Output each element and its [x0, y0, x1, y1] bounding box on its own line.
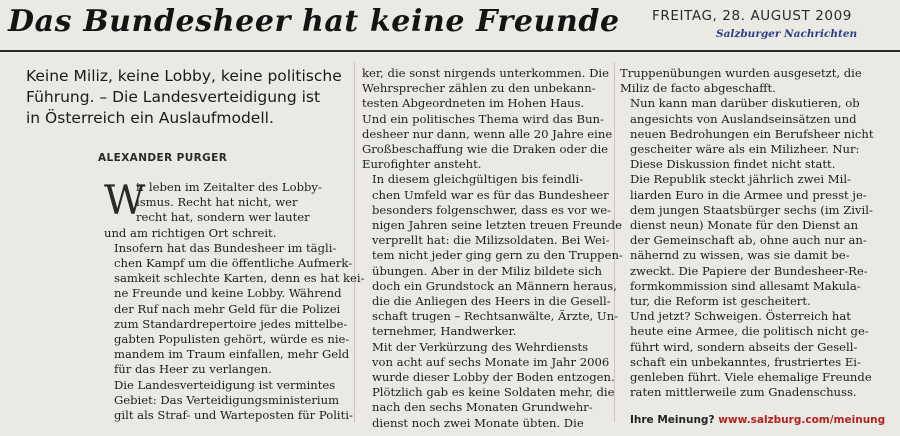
text-line: desheer nur dann, wenn alle 20 Jahre eine	[362, 126, 613, 141]
text-line: wurde dieser Lobby der Boden entzogen.	[372, 370, 615, 385]
text-line: formkommission sind allesamt Makula-	[630, 278, 861, 293]
paragraph	[620, 172, 886, 309]
text-line: Die Republik steckt jährlich zwei Mil-	[630, 172, 851, 187]
column-divider	[614, 62, 615, 422]
text-line: chen Kampf um die öffentliche Aufmerk-	[114, 256, 353, 271]
lead-line: Keine Miliz, keine Lobby, keine politische	[26, 67, 342, 85]
text-line: Mit der Verkürzung des Wehrdiensts	[372, 339, 589, 354]
text-line: mandem im Traum einfallen, mehr Geld	[114, 347, 350, 362]
publication-date: FREITAG, 28. AUGUST 2009	[652, 8, 852, 24]
text-line: dienst neun) Monate für den Dienst an	[630, 218, 859, 233]
text-line: gabten Populisten gehört, würde es nie-	[114, 332, 350, 347]
text-line: schaft trugen – Rechtsanwälte, Ärzte, Un-	[372, 309, 619, 324]
feedback-prompt: Ihre Meinung?	[630, 414, 715, 426]
text-line: Nun kann man darüber diskutieren, ob	[630, 96, 860, 111]
text-line: liarden Euro in die Armee und presst je-	[630, 187, 867, 202]
text-line: Truppenübungen wurden ausgesetzt, die	[620, 66, 862, 80]
drop-cap: W	[104, 178, 146, 224]
paragraph	[362, 66, 612, 172]
text-line: zweckt. Die Papiere der Bundesheer-Re-	[630, 263, 868, 278]
text-line: tur, die Reform ist gescheitert.	[630, 294, 811, 309]
text-line: ismus. Recht hat nicht, wer	[136, 195, 298, 210]
text-line: besonders folgenschwer, dass es vor we-	[372, 202, 612, 217]
text-line: gilt als Straf- und Warteposten für Politi-	[114, 408, 353, 423]
paragraph	[362, 339, 615, 431]
text-line: ir leben im Zeitalter des Lobby-	[136, 180, 322, 194]
text-line: zum Standardrepertoire jedes mittelbe-	[114, 316, 348, 331]
text-line: schaft ein unbekanntes, frustriertes Ei-	[630, 354, 861, 369]
text-line: verprellt hat: die Milizsoldaten. Bei Wei-	[372, 233, 610, 248]
text-line: Miliz de facto abgeschafft.	[620, 81, 776, 96]
text-line: nach den sechs Monaten Grundwehr-	[372, 400, 593, 415]
text-line: ker, die sonst nirgends unterkommen. Die	[362, 66, 609, 80]
text-line: Die Landesverteidigung ist vermintes	[114, 377, 336, 392]
text-line: gescheiter wäre als ein Milizheer. Nur:	[630, 142, 860, 157]
text-line: die die Anliegen des Heers in die Gesell-	[372, 294, 611, 309]
feedback-link[interactable]: www.salzburg.com/meinung	[718, 414, 886, 426]
text-line: übungen. Aber in der Miliz bildete sich	[372, 263, 602, 278]
text-line: dem jungen Staatsbürger sechs (im Zivil-	[630, 202, 873, 217]
lead-line: in Österreich ein Auslaufmodell.	[26, 109, 274, 127]
text-line: doch ein Grundstock an Männern heraus,	[372, 278, 617, 293]
text-line: Gebiet: Das Verteidigungsministerium	[114, 392, 340, 407]
text-line: angesichts von Auslandseinsätzen und	[630, 111, 857, 126]
paragraph	[104, 240, 365, 378]
article-column-1	[104, 180, 365, 423]
article-column-2	[362, 66, 623, 431]
text-line: Großbeschaffung wie die Draken oder die	[362, 142, 609, 157]
lead-line: Führung. – Die Landesverteidigung ist	[26, 88, 321, 106]
text-line: Wehrsprecher zählen zu den unbekann-	[362, 81, 596, 96]
paragraph	[620, 309, 886, 400]
paragraph	[620, 96, 886, 172]
text-line: In diesem gleichgültigen bis feindli-	[372, 172, 584, 187]
text-line: ternehmer, Handwerker.	[372, 324, 517, 339]
paragraph	[362, 172, 623, 339]
text-line: für das Heer zu verlangen.	[114, 362, 272, 377]
text-line: führt wird, sondern abseits der Gesell-	[630, 339, 858, 354]
masthead-logo: Salzburger Nachrichten	[716, 28, 858, 40]
text-line: nigen Jahren seine letzten treuen Freunde	[372, 218, 622, 233]
text-line: Und jetzt? Schweigen. Österreich hat	[630, 309, 851, 324]
paragraph	[104, 377, 353, 424]
text-line: neuen Bedrohungen ein Berufsheer nicht	[630, 126, 874, 141]
lead-paragraph	[26, 66, 344, 129]
paragraph	[620, 66, 886, 96]
text-line: raten mittlerweile zum Gnadenschuss.	[630, 385, 857, 400]
text-line: heute eine Armee, die politisch nicht ge-	[630, 324, 869, 339]
feedback-callout	[630, 414, 885, 426]
text-line: und am richtigen Ort schreit.	[104, 225, 277, 240]
paragraph	[104, 180, 350, 241]
text-line: Und ein politisches Thema wird das Bun-	[362, 111, 604, 126]
headline: Das Bundesheer hat keine Freunde	[8, 4, 620, 39]
text-line: genleben führt. Viele ehemalige Freunde	[630, 370, 872, 385]
text-line: Plötzlich gab es keine Soldaten mehr, die	[372, 385, 615, 400]
text-line: Diese Diskussion findet nicht statt.	[630, 157, 836, 172]
text-line: von acht auf sechs Monate im Jahr 2006	[372, 354, 610, 369]
article-column-3	[620, 66, 886, 400]
author-byline: ALEXANDER PURGER	[98, 152, 228, 164]
headline-rule	[0, 50, 900, 52]
text-line: recht hat, sondern wer lauter	[136, 210, 310, 225]
text-line: tem nicht jeder ging gern zu den Truppen-	[372, 248, 623, 263]
column-divider	[354, 62, 355, 422]
text-line: Eurofighter ansteht.	[362, 157, 482, 172]
text-line: Insofern hat das Bundesheer im tägli-	[114, 240, 337, 255]
text-line: samkeit schlechte Karten, denn es hat kei-	[114, 271, 365, 286]
text-line: dienst noch zwei Monate übten. Die	[372, 415, 584, 430]
text-line: der Gemeinschaft ab, ohne auch nur an-	[630, 233, 867, 248]
text-line: nähernd zu wissen, was sie damit be-	[630, 248, 850, 263]
text-line: der Ruf nach mehr Geld für die Polizei	[114, 301, 341, 316]
text-line: chen Umfeld war es für das Bundesheer	[372, 187, 609, 202]
text-line: testen Abgeordneten im Hohen Haus.	[362, 96, 585, 111]
text-line: ne Freunde und keine Lobby. Während	[114, 286, 342, 301]
